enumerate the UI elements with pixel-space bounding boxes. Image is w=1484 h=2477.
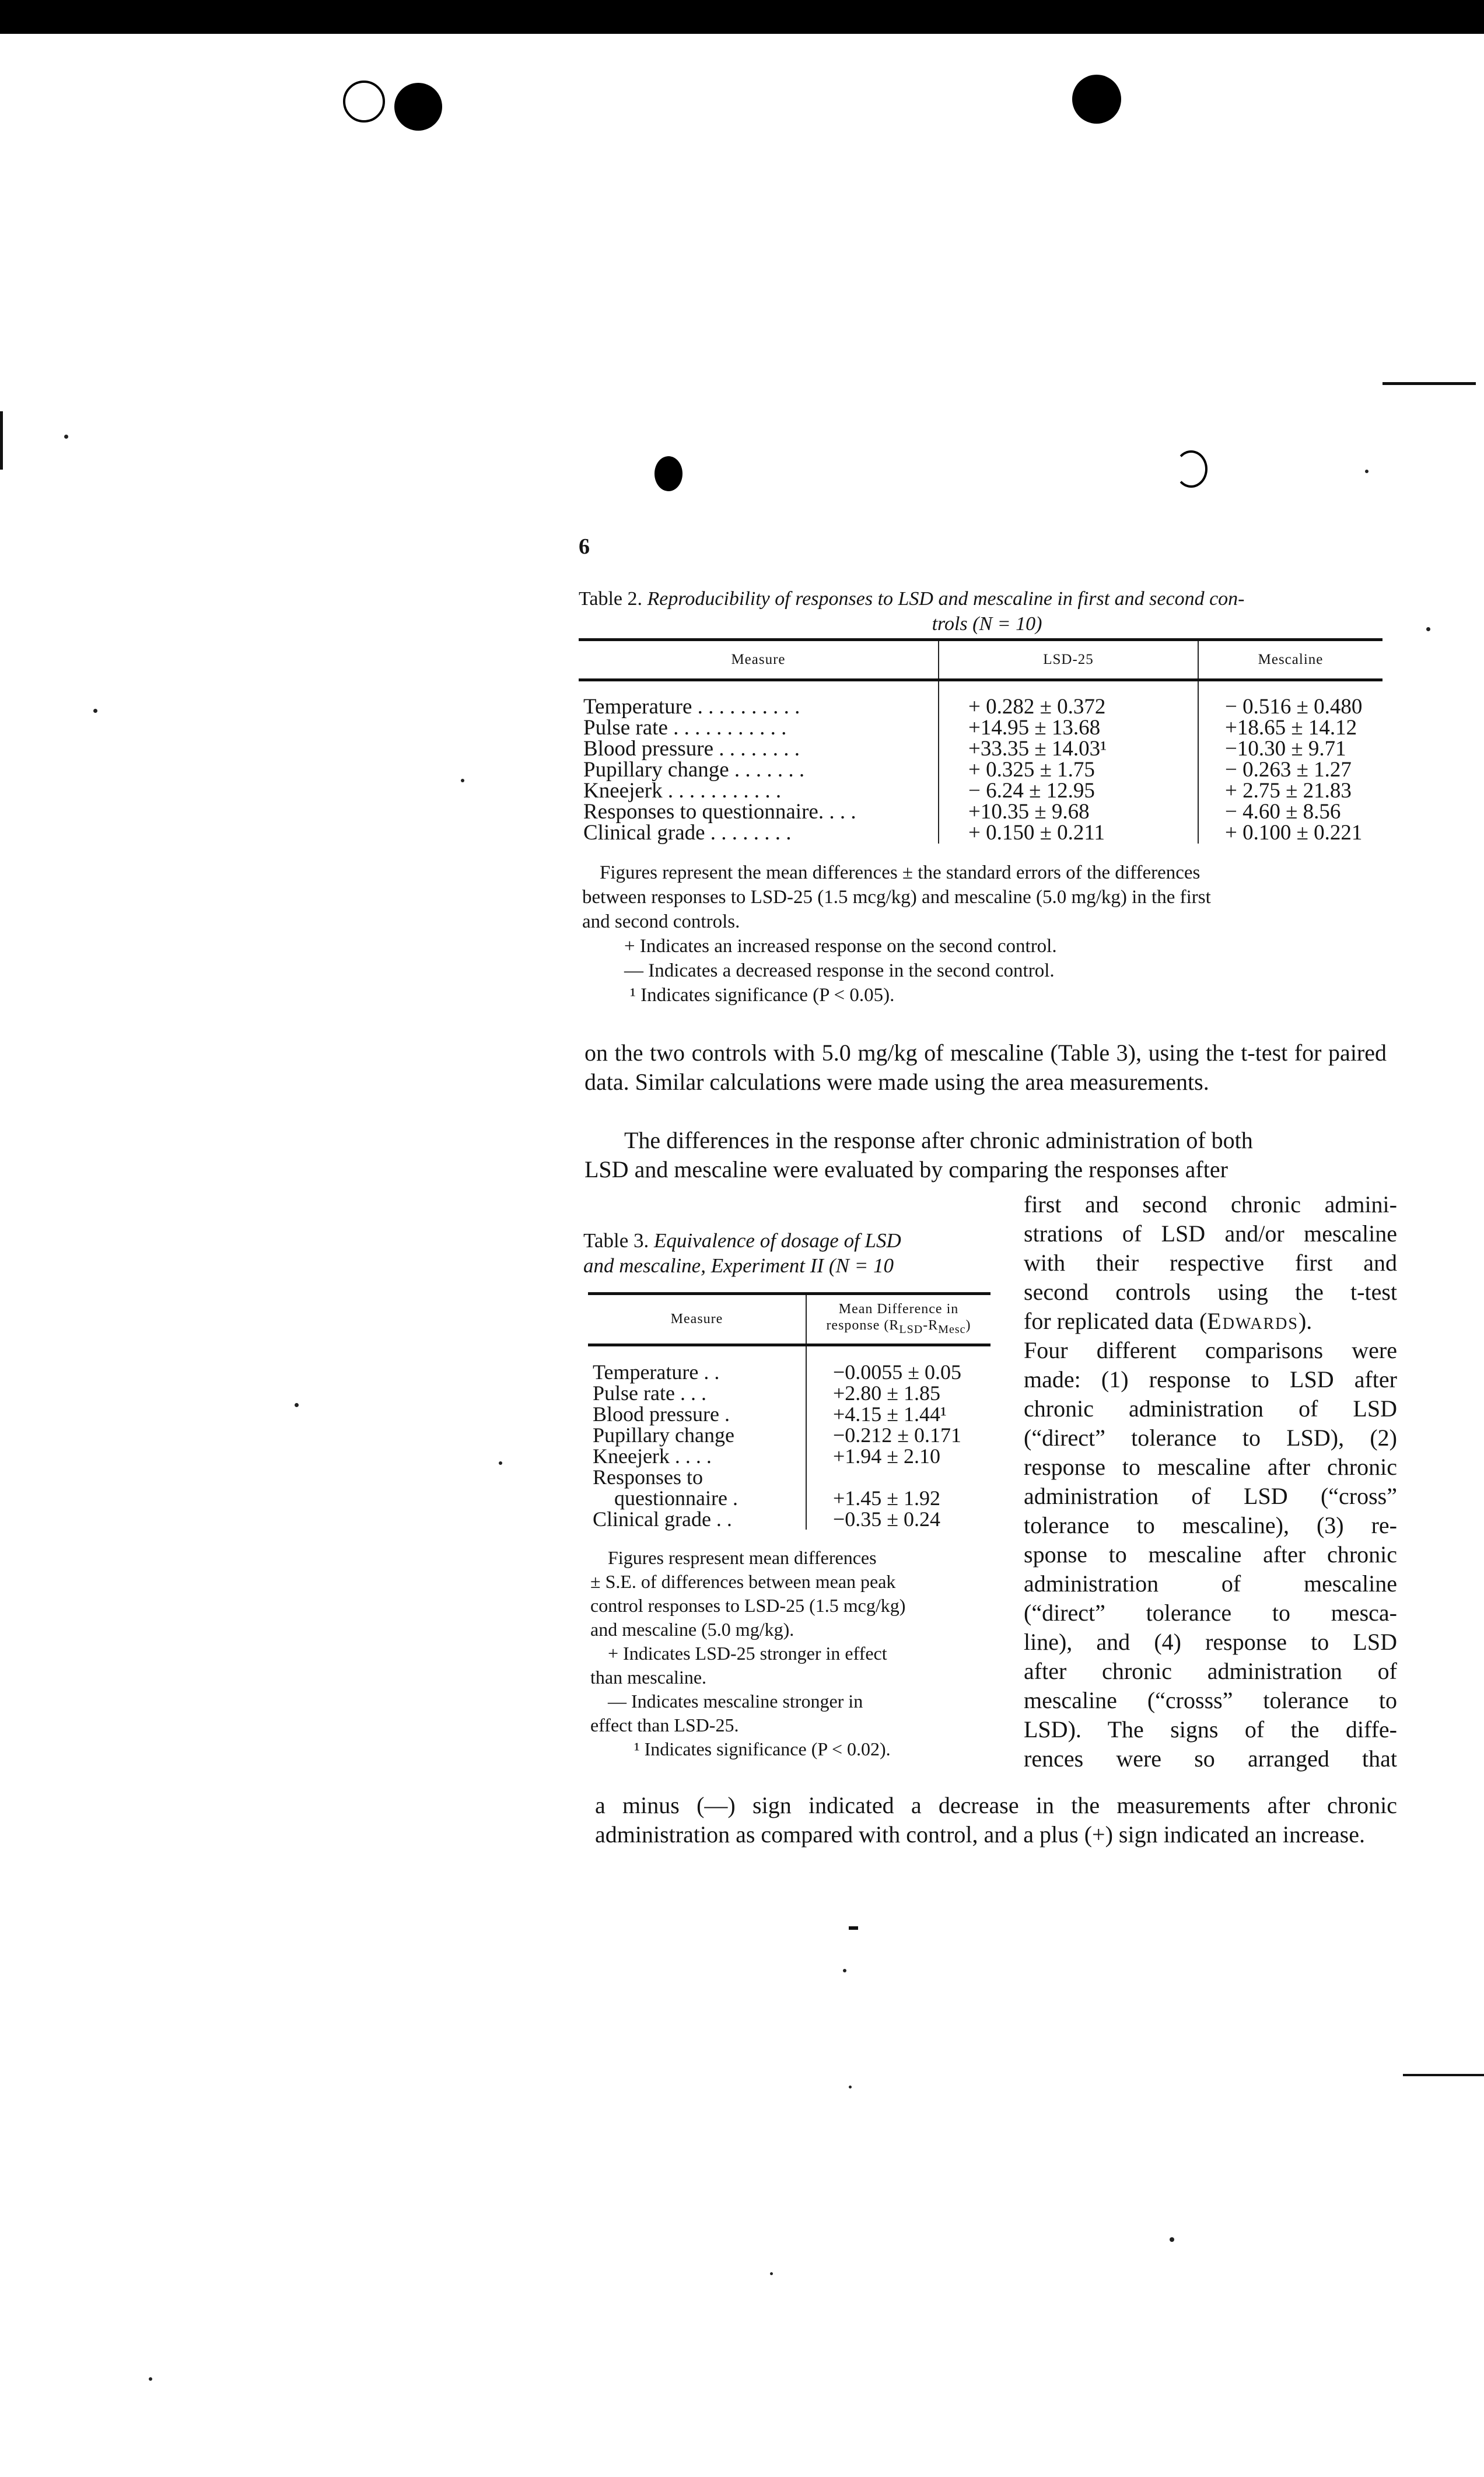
measure-cell: Blood pressure . . . . . . . . [579, 739, 939, 760]
column-line: LSD). The signs of the diffe- [1024, 1716, 1397, 1743]
table3-header-diff-text: response (R [826, 1318, 900, 1333]
right-column-text [1024, 1190, 1397, 1773]
table-row [588, 1345, 991, 1383]
table3-note-4: ¹ Indicates significance (P < 0.02). [634, 1738, 891, 1759]
table2 [579, 638, 1382, 844]
column-line: strations of LSD and/or mescaline [1024, 1220, 1397, 1247]
punch-hole-small-ring [1175, 450, 1208, 488]
table3-caption [583, 1228, 1003, 1278]
mescaline-cell: − 4.60 ± 8.56 [1225, 800, 1341, 824]
table-row [579, 718, 1382, 739]
table2-title-line2: trols (N = 10) [932, 613, 1042, 635]
table2-header-lsd: LSD-25 [939, 640, 1198, 680]
measure-cell: Kneejerk . . . . [588, 1446, 806, 1467]
table-row [579, 680, 1382, 718]
table3-note-1c: control responses to LSD-25 (1.5 mcg/kg) [590, 1595, 906, 1616]
table-row [579, 802, 1382, 823]
scan-speck [64, 435, 68, 439]
column-line: administration of mescaline [1024, 1570, 1397, 1597]
punch-hole [394, 83, 442, 131]
scan-speck [93, 709, 97, 713]
table3-header-diff-line2 [810, 1317, 987, 1338]
table3-title-line2: and mescaline, Experiment II (N = 10 [583, 1254, 894, 1277]
value-cell: −0.0055 ± 0.05 [833, 1360, 962, 1384]
body-paragraph-1 [584, 1038, 1387, 1097]
value-cell [806, 1467, 991, 1488]
mescaline-cell: + 2.75 ± 21.83 [1225, 779, 1352, 803]
punch-hole-ring [343, 81, 385, 123]
table3-header-end: ) [965, 1318, 971, 1333]
author-edwards: Edwards [1207, 1308, 1298, 1334]
column-line: (“direct” tolerance to LSD), (2) [1024, 1425, 1397, 1451]
table2-title-line1: Reproducibility of responses to LSD and mescaline in first and second con- [647, 588, 1245, 610]
measure-cell: questionnaire . [588, 1488, 806, 1509]
table2-caption [579, 586, 1395, 636]
measure-cell: Pupillary change [588, 1425, 806, 1446]
table-row [588, 1383, 991, 1404]
scan-top-border [0, 0, 1484, 34]
table2-note-1c: and second controls. [582, 911, 740, 932]
table2-notes [582, 860, 1387, 1007]
scan-edge-mark [1403, 2074, 1484, 2076]
table-row [588, 1404, 991, 1425]
scan-speck [1426, 627, 1430, 631]
measure-cell: Temperature . . . . . . . . . . [579, 680, 939, 718]
lsd-cell: +14.95 ± 13.68 [939, 718, 1198, 739]
column-line: response to mescaline after chronic [1024, 1454, 1397, 1480]
measure-cell: Blood pressure . [588, 1404, 806, 1425]
column-line: chronic administration of LSD [1024, 1395, 1397, 1422]
table-row [588, 1446, 991, 1467]
para2-line2: LSD and mescaline were evaluated by comparing the responses after [584, 1156, 1228, 1182]
scan-speck [843, 1969, 846, 1972]
lsd-cell: +10.35 ± 9.68 [939, 802, 1198, 823]
table-row [588, 1467, 991, 1488]
measure-cell: Responses to questionnaire. . . . [579, 802, 939, 823]
mescaline-cell: − 0.263 ± 1.27 [1225, 758, 1352, 782]
column-line-edwards [1024, 1307, 1397, 1336]
table3-note-2b: than mescaline. [590, 1667, 707, 1688]
scan-speck [849, 2086, 852, 2088]
value-cell: −0.212 ± 0.171 [833, 1423, 962, 1447]
column-line: with their respective first and [1024, 1250, 1397, 1276]
table-row [579, 781, 1382, 802]
table-row [579, 739, 1382, 760]
column-line: made: (1) response to LSD after [1024, 1366, 1397, 1393]
measure-cell: Kneejerk . . . . . . . . . . . [579, 781, 939, 802]
table3-note-1a: Figures respresent mean differences [608, 1547, 877, 1568]
column-line: administration of LSD (“cross” [1024, 1483, 1397, 1509]
value-cell: −0.35 ± 0.24 [833, 1507, 941, 1531]
scan-speck [295, 1403, 299, 1407]
table2-header-measure: Measure [579, 640, 939, 680]
table3-header-measure: Measure [588, 1294, 806, 1345]
mescaline-cell: + 0.100 ± 0.221 [1225, 821, 1363, 845]
scan-edge-mark [849, 1926, 858, 1930]
scan-speck [1170, 2237, 1174, 2242]
table3-header-row [588, 1294, 991, 1345]
table3-header-sub-mesc: Mesc [938, 1323, 966, 1336]
column-line: line), and (4) response to LSD [1024, 1629, 1397, 1655]
scan-speck [499, 1461, 502, 1465]
para1-text: on the two controls with 5.0 mg/kg of mescaline (Table 3), using the t-test for paired data. Similar calculations were made using the area measurements. [584, 1040, 1387, 1095]
table3-note-1b: ± S.E. of differences between mean peak [590, 1571, 896, 1592]
table3-header-sub-lsd: LSD [899, 1323, 923, 1336]
value-cell: +2.80 ± 1.85 [833, 1381, 941, 1405]
table2-header-mescaline: Mescaline [1258, 652, 1324, 667]
column-close: ). [1298, 1308, 1312, 1334]
table2-note-2: + Indicates an increased response on the second control. [624, 936, 1057, 957]
lsd-cell: + 0.325 ± 1.75 [939, 760, 1198, 781]
para2-line1: The differences in the response after chronic administration of both [624, 1127, 1253, 1153]
measure-cell: Clinical grade . . . . . . . . [579, 823, 939, 844]
measure-cell: Pulse rate . . . . . . . . . . . [579, 718, 939, 739]
column-line: second controls using the t-test [1024, 1279, 1397, 1305]
table-row [588, 1488, 991, 1509]
table3-header-mid: -R [923, 1318, 939, 1333]
table2-header-row [579, 640, 1382, 680]
column-line: after chronic administration of [1024, 1658, 1397, 1684]
table3-note-3b: effect than LSD-25. [590, 1715, 739, 1736]
table2-note-3: — Indicates a decreased response in the second control. [624, 960, 1055, 981]
table3-note-2a: + Indicates LSD-25 stronger in effect [608, 1643, 887, 1664]
table2-note-4: ¹ Indicates significance (P < 0.05). [630, 985, 895, 1006]
lsd-cell: − 6.24 ± 12.95 [939, 781, 1198, 802]
lsd-cell: + 0.282 ± 0.372 [939, 680, 1198, 718]
scan-speck [149, 2377, 152, 2381]
value-cell: +1.45 ± 1.92 [833, 1486, 941, 1510]
column-line: mescaline (“crosss” tolerance to [1024, 1687, 1397, 1713]
table-row [588, 1509, 991, 1530]
table2-label: Table 2. [579, 588, 643, 610]
scan-edge-mark [0, 411, 3, 470]
para-end-text: a minus (—) sign indicated a decrease in the measurements after chronic administration as compared with control, and a plus (+) sign indicated an increase. [595, 1792, 1397, 1848]
column-line: first and second chronic admini- [1024, 1191, 1397, 1217]
body-paragraph-end [595, 1791, 1397, 1849]
scan-edge-mark [1382, 382, 1476, 385]
mescaline-cell: − 0.516 ± 0.480 [1225, 695, 1363, 719]
table3-label: Table 3. [583, 1229, 649, 1252]
table2-note-1b: between responses to LSD-25 (1.5 mcg/kg) and mescaline (5.0 mg/kg) in the first [582, 887, 1211, 908]
measure-cell: Responses to [588, 1467, 806, 1488]
column-line: rences were so arranged that [1024, 1745, 1397, 1772]
measure-cell: Pulse rate . . . [588, 1383, 806, 1404]
table3-header-difference [806, 1294, 991, 1345]
table3-title-line1: Equivalence of dosage of LSD [653, 1229, 901, 1252]
column-line: sponse to mescaline after chronic [1024, 1541, 1397, 1568]
mescaline-cell: −10.30 ± 9.71 [1225, 737, 1346, 761]
lsd-cell: +33.35 ± 14.03¹ [939, 739, 1198, 760]
mescaline-cell: +18.65 ± 14.12 [1225, 716, 1357, 740]
table3 [588, 1292, 991, 1530]
page-number: 6 [579, 534, 590, 559]
measure-cell: Pupillary change . . . . . . . [579, 760, 939, 781]
body-paragraph-2-intro [584, 1126, 1387, 1184]
table2-note-1a: Figures represent the mean differences ± the standard errors of the differences [600, 862, 1200, 883]
table-row [579, 823, 1382, 844]
table-row [579, 760, 1382, 781]
punch-hole [1072, 75, 1121, 124]
lsd-cell: + 0.150 ± 0.211 [939, 823, 1198, 844]
table3-notes [590, 1546, 993, 1761]
table-row [588, 1425, 991, 1446]
column-line: for replicated data ( [1024, 1308, 1208, 1334]
value-cell: +1.94 ± 2.10 [833, 1444, 941, 1468]
measure-cell: Clinical grade . . [588, 1509, 806, 1530]
table3-note-1d: and mescaline (5.0 mg/kg). [590, 1619, 794, 1640]
scan-speck [770, 2272, 773, 2275]
table3-note-3a: — Indicates mescaline stronger in [608, 1691, 863, 1712]
column-line: (“direct” tolerance to mesca- [1024, 1600, 1397, 1626]
punch-hole-small [654, 456, 682, 491]
scan-speck [461, 779, 464, 782]
measure-cell: Temperature . . [588, 1345, 806, 1383]
column-line: Four different comparisons were [1024, 1337, 1397, 1363]
table3-header-diff-line1: Mean Difference in [838, 1302, 959, 1317]
scan-speck [1365, 470, 1368, 473]
value-cell: +4.15 ± 1.44¹ [833, 1402, 947, 1426]
column-line: tolerance to mescaline), (3) re- [1024, 1512, 1397, 1538]
